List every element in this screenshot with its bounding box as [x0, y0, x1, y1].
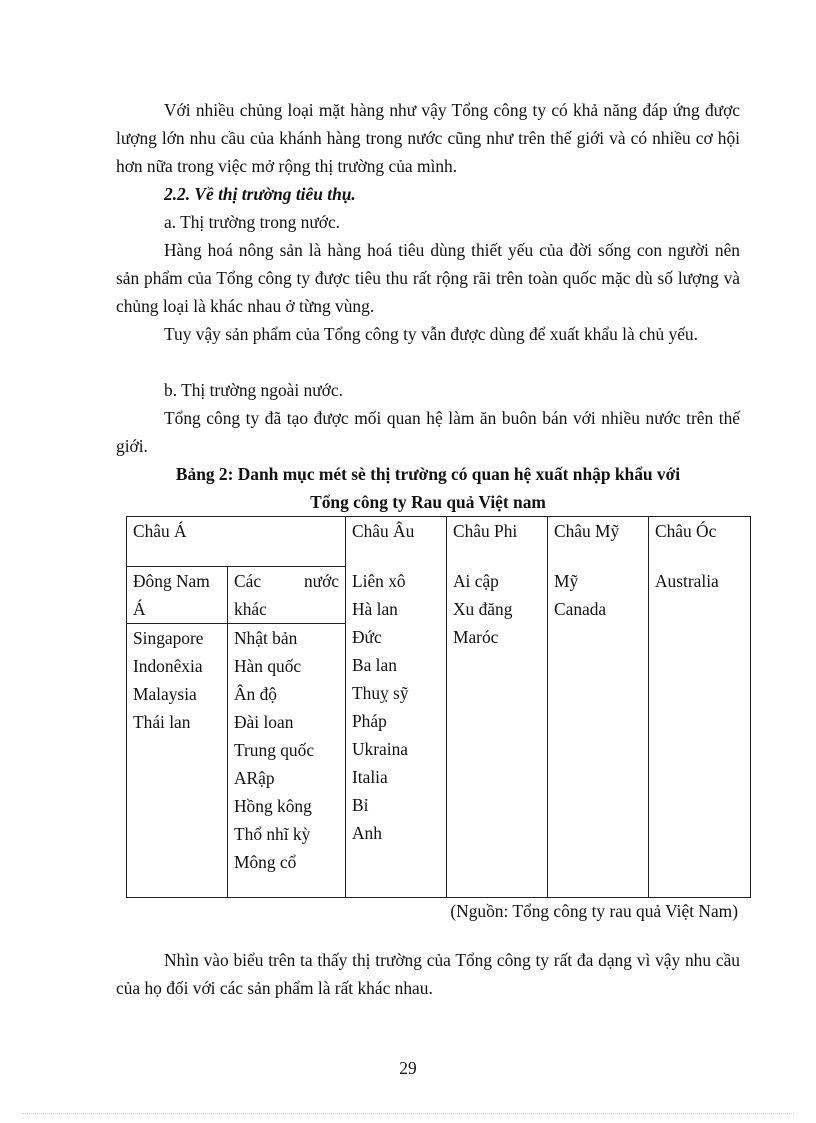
table-caption-line-2: Tổng công ty Rau quả Việt nam [310, 492, 546, 512]
country-item: Liên xô [352, 571, 406, 591]
africa-country-list [453, 567, 541, 651]
subheader-other-asia [228, 567, 346, 624]
source-note: (Nguồn: Tổng công ty rau quả Việt Nam) [450, 901, 738, 921]
header-america: Châu Mỹ [554, 521, 620, 541]
foreign-market-paragraph: Tổng công ty đã tạo được mối quan hệ làm ăn buôn bán với nhiều nước trên thế giới. [116, 408, 740, 456]
country-item: Mông cổ [234, 852, 297, 872]
country-item: Malaysia [133, 684, 197, 704]
country-item: Canada [554, 599, 607, 619]
country-item: Anh [352, 823, 382, 843]
page-bottom-border [22, 1113, 794, 1114]
other-asia-cell [228, 624, 346, 898]
country-item: Nhật bản [234, 628, 298, 648]
closing-paragraph: Nhìn vào biểu trên ta thấy thị trường của Tổng công ty rất đa dạng vì vậy nhu cầu của họ đối với các sản phẩm là rất khác nhau. [116, 950, 740, 998]
country-item: Thuỵ sỹ [352, 683, 409, 703]
southeast-asia-cell [127, 624, 228, 898]
country-item: Hàn quốc [234, 656, 302, 676]
country-item: Ukraina [352, 739, 409, 759]
export-paragraph: Tuy vậy sản phẩm của Tổng công ty vẫn được dùng để xuất khẩu là chủ yếu. [164, 324, 698, 344]
country-item: Hà lan [352, 599, 398, 619]
country-item: Australia [655, 571, 719, 591]
other-asia-label-word-1: Các [234, 571, 262, 591]
country-item: Italia [352, 767, 388, 787]
other-asia-label-line-2: khác [234, 599, 267, 619]
southeast-asia-label-line-1: Đông Nam [133, 571, 210, 591]
oceania-column [649, 517, 751, 898]
country-item: Trung quốc [234, 740, 315, 760]
table-caption-line-1: Bảng 2: Danh mục mét sè thị trường có quan hệ xuất nhập khẩu với [175, 464, 681, 484]
southeast-asia-country-list [133, 624, 221, 736]
country-item: Mỹ [554, 571, 579, 591]
country-item: Ba lan [352, 655, 397, 675]
header-asia: Châu Á [127, 517, 346, 567]
europe-country-list [352, 567, 440, 847]
page-number: 29 [399, 1058, 417, 1078]
foreign-market-heading: b. Thị trường ngoài nước. [164, 380, 343, 400]
domestic-market-paragraph: Hàng hoá nông sản là hàng hoá tiêu dùng thiết yếu của đời sống con người nên sản phẩm của Tổng công ty được tiêu thu rất rộng rãi trên toàn quốc mặc dù số lượng và chủng loại là khác nhau ở từng vùng. [116, 240, 740, 316]
header-oceania: Châu Óc [655, 521, 717, 541]
header-europe: Châu Âu [352, 521, 415, 541]
country-item: Thái lan [133, 712, 191, 732]
southeast-asia-label-line-2: Á [133, 599, 146, 619]
country-item: Singapore [133, 628, 204, 648]
country-item: Xu đăng [453, 599, 513, 619]
america-country-list [554, 567, 642, 623]
country-item: Ai cập [453, 571, 499, 591]
other-asia-label-word-2: nước [303, 571, 339, 591]
header-africa: Châu Phi [453, 521, 518, 541]
europe-column [346, 517, 447, 898]
country-item: Indonêxia [133, 656, 203, 676]
section-heading: 2.2. Về thị trường tiêu thụ. [164, 184, 356, 204]
subheader-southeast-asia [127, 567, 228, 624]
other-asia-country-list [234, 624, 339, 876]
country-item: Thổ nhĩ kỳ [234, 824, 311, 844]
country-item: Bỉ [352, 795, 369, 815]
markets-table [126, 516, 751, 898]
country-item: Pháp [352, 711, 387, 731]
country-item: Đài loan [234, 712, 294, 732]
domestic-market-heading: a. Thị trường trong nước. [164, 212, 341, 232]
table-header-row [127, 517, 751, 567]
country-item: Maróc [453, 627, 499, 647]
oceania-country-list [655, 567, 744, 595]
africa-column [447, 517, 548, 898]
country-item: Ân độ [234, 684, 277, 704]
america-column [548, 517, 649, 898]
intro-paragraph: Với nhiều chủng loại mặt hàng như vậy Tổng công ty có khả năng đáp ứng được lượng lớn nhu cầu của khánh hàng trong nước cũng như trên thế giới và có nhiều cơ hội hơn nữa trong việc mở rộng thị trường của mình. [116, 100, 740, 176]
country-item: ARập [234, 768, 275, 788]
country-item: Đức [352, 627, 382, 647]
country-item: Hồng kông [234, 796, 312, 816]
